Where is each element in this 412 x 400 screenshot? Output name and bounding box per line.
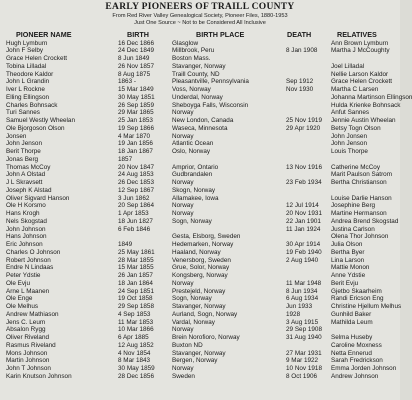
table-row [0,326,400,334]
birth-date-cell: 26 Jan 1857 [118,272,153,279]
birth-place-cell: Grue, Solor, Norway [172,264,230,272]
pioneer-name-cell: Arne L Maanen [6,287,50,295]
birth-date-cell: 4 Mar 1870 [118,132,151,140]
document-title: EARLY PIONEERS OF TRAILL COUNTY [105,2,295,12]
table-row [0,78,400,86]
birth-date-cell: 6 Apr 1885 [118,334,149,341]
birth-date-cell: 8 Aug 1875 [118,70,151,78]
pioneer-name-cell: Peter Ydstie [6,272,41,279]
death-date-cell: 31 Aug 1940 [286,334,322,341]
birth-place-cell: Stavanger, Norway [172,349,226,357]
birth-place-cell: Norway [172,326,194,334]
birth-place-cell: Haaland, Norway [172,248,221,256]
pioneer-name-cell: Jonas Berg [6,155,39,163]
birth-date-cell: 30 May 1859 [118,365,155,372]
birth-date-cell: 25 Jan 1853 [118,117,153,124]
birth-date-cell: 1857 [118,155,133,163]
relatives-cell: Andrew Johnson [331,372,379,380]
table-row [0,86,400,94]
birth-date-cell: 18 Jan 1864 [118,279,153,287]
birth-date-cell: 8 Jun 1849 [118,55,150,62]
table-row [0,226,400,234]
birth-place-cell: Sogn, Norway [172,217,212,225]
relatives-cell: Anne Ydstie [331,272,366,279]
birth-place-cell: Norway [172,132,194,140]
pioneer-name-cell: Thomas McCoy [6,163,51,171]
death-date-cell: 23 Feb 1934 [286,179,322,186]
header-relatives: RELATIVES [337,30,377,39]
birth-place-cell: Stavanger, Norway [172,62,226,70]
birth-place-cell: Oslo, Norway [172,148,211,155]
relatives-cell: Bertha Christianson [331,179,387,186]
relatives-cell: Sarah Fredrickson [331,357,383,365]
pioneer-name-cell: Grace Helen Crockett [6,55,67,62]
relatives-cell: Andrea Brend Skogstad [331,217,399,225]
pioneer-name-cell: Rasmus Riveland [6,341,56,349]
table-row [0,171,400,179]
birth-place-cell: Norway [172,202,194,210]
document-note: Just One Source ~ Not to be Considered All Inclusive [134,19,266,26]
pioneer-name-cell: Jens C. Leum [6,318,46,326]
table-row [0,202,400,210]
birth-date-cell: 1863 - [118,78,136,86]
pioneer-name-cell: Theodore Kaldor [6,70,54,78]
relatives-cell: Jennie Austin Wheelan [331,117,396,124]
death-date-cell: 8 Jun 1934 [286,287,318,295]
table-row [0,179,400,187]
relatives-cell: Martine Hermanson [331,210,387,217]
birth-date-cell: 24 Sep 1851 [118,287,154,295]
pioneer-name-cell: Iver L Rockne [6,86,45,93]
relatives-cell: Louis Thorpe [331,148,368,155]
birth-place-cell: Norway [172,279,194,287]
death-date-cell: 25 Nov 1919 [286,117,322,124]
birth-place-cell: Buxton ND [172,341,203,349]
death-date-cell: 3 Aug 1915 [286,318,319,326]
birth-date-cell: 30 May 1851 [118,93,155,101]
death-date-cell: 30 Apr 1914 [286,241,321,248]
table-row [0,148,400,156]
relatives-cell: Catherine McCoy [331,163,381,171]
relatives-cell: Johanna Martinson Ellingson [331,93,412,101]
death-date-cell: 11 Mar 1948 [286,279,322,287]
relatives-cell: Martha C Larsen [331,86,379,93]
relatives-cell: Ann Brown Lymburn [331,39,389,47]
relatives-cell: Selma Huseby [331,334,373,341]
relatives-cell: Netta Ennerud [331,349,372,357]
death-date-cell: Nov 1930 [286,86,314,93]
relatives-cell: Josephine Berg [331,202,376,210]
pioneer-name-cell: Jonsen [6,132,27,140]
death-date-cell: 29 Apr 1920 [286,124,321,132]
table-row [0,93,412,102]
birth-place-cell: Boston Mass. [172,55,211,62]
birth-date-cell: 4 Sep 1853 [118,310,151,318]
table-row [0,264,400,272]
relatives-cell: Emma Jorden Johnson [331,365,397,372]
table-row [0,117,400,125]
pioneer-name-cell: J L Skravsett [6,179,43,186]
table-row [0,187,400,195]
death-date-cell: 29 Sep 1908 [286,326,322,334]
birth-place-cell: Prestejeld, Norway [172,287,226,295]
birth-date-cell: 16 Dec 1866 [118,39,154,47]
pioneer-name-cell: John F Selby [6,47,44,55]
document-subtitle: From Red River Valley Genealogical Society, Pioneer Files, 1880-1953 [112,13,288,19]
birth-place-cell: Aurland, Sogn, Norway [172,310,238,318]
table-row [0,195,400,203]
pioneer-name-cell: Berit Thorpe [6,148,41,155]
birth-place-cell: Hedemarken, Norway [172,241,234,248]
birth-date-cell: 11 Mar 1853 [118,318,154,326]
relatives-cell: John Jonsen [331,132,367,140]
table-row [0,249,400,257]
birth-date-cell: 1849 [118,241,133,248]
death-date-cell: 8 Oct 1906 [286,372,318,380]
birth-date-cell: 19 Jan 1856 [118,140,153,148]
birth-place-cell: Venersborg, Sweden [172,256,231,264]
table-row [0,133,400,141]
pioneer-table [0,39,412,381]
relatives-cell: John Jenson [331,140,367,148]
relatives-cell: Martha J McCoughty [331,47,390,55]
table-row [0,373,400,381]
pioneer-name-cell: Ole Melhus [6,303,39,310]
birth-place-cell: Skogn, Norway [172,186,216,194]
birth-place-cell: Gesta, Elsborg, Sweden [172,233,241,241]
birth-place-cell: Atlantic Ocean [172,140,214,148]
relatives-cell: Gjetbo Skaarheim [331,287,382,295]
table-row [0,156,400,164]
pioneer-name-cell: Oliver Sigvard Hanson [6,194,70,202]
table-row [0,319,400,327]
relatives-cell: Hulda Krienke Bohnsack [331,101,401,109]
table-row [0,109,400,117]
death-date-cell: 19 Feb 1940 [286,248,322,256]
pioneer-name-cell: Hans Johnson [6,233,47,241]
birth-date-cell: 20 Nov 1847 [118,163,154,171]
birth-date-cell: 26 Nov 1857 [118,62,154,70]
pioneer-name-cell: Robert Johnson [6,256,51,264]
birth-place-cell: Norway [172,179,194,186]
birth-place-cell: Stavanger, Norway [172,303,226,310]
relatives-cell: Lina Larson [331,256,365,264]
header-birth: BIRTH [127,30,149,39]
birth-date-cell: 29 Mar 1865 [118,109,154,117]
relatives-cell: Justina Carlson [331,225,375,233]
pioneer-name-cell: Absalon Rygg [6,326,46,334]
birth-date-cell: 15 Mar 1849 [118,86,154,93]
birth-date-cell: 19 Sep 1866 [118,124,154,132]
birth-date-cell: 24 Aug 1853 [118,171,154,179]
table-row [0,280,400,288]
birth-place-cell: Sweden [172,372,195,380]
table-row [0,125,400,133]
death-date-cell: 2 Aug 1940 [286,256,319,264]
table-row [0,334,400,342]
birth-date-cell: 24 Dec 1849 [118,47,154,55]
pioneer-name-cell: Martin Johnson [6,357,50,365]
table-row [0,350,400,358]
birth-date-cell: 10 Mar 1866 [118,326,154,334]
birth-date-cell: 3 Jun 1862 [118,194,150,202]
relatives-cell: Olena Thor Johnson [331,233,389,241]
birth-date-cell: 28 Dec 1856 [118,372,154,380]
birth-place-cell: Pleasantville, Pennsylvania [172,78,249,86]
table-row [0,140,400,148]
table-row [0,241,400,249]
table-row [0,342,400,350]
relatives-cell: Grace Helen Crockett [331,78,392,86]
relatives-cell: Betsy Togn Olson [331,124,381,132]
pioneer-name-cell: John Jenson [6,140,42,148]
pioneer-name-cell: Samuel Westly Wheelan [6,117,75,124]
birth-place-cell: Underdal, Norway [172,93,223,101]
header-pioneer-name: PIONEER NAME [16,30,72,39]
pioneer-name-cell: Karin Knutson Johnson [6,372,72,380]
pioneer-name-cell: Ole Enge [6,295,33,303]
birth-date-cell: 28 Mar 1855 [118,256,154,264]
table-row [0,295,400,303]
death-date-cell: Sep 1912 [286,78,314,86]
pioneer-name-cell: John A Olstad [6,171,46,179]
pioneer-name-cell: Turi Sannes [6,109,40,117]
table-row [0,71,400,79]
birth-date-cell: 20 Sep 1864 [118,202,154,210]
relatives-cell: Caroline Moxness [331,341,382,349]
death-date-cell: 1928 [286,310,301,318]
birth-date-cell: 1 Apr 1853 [118,210,149,217]
relatives-cell: Mathilda Leum [331,318,373,326]
relatives-cell: Bertha Byer [331,248,365,256]
table-row [0,257,400,265]
relatives-cell: Julia Olson [331,241,363,248]
birth-place-cell: Kongsberg, Norway [172,272,228,279]
table-row [0,210,400,218]
birth-place-cell: Bergen, Norway [172,357,218,365]
death-date-cell: 13 Nov 1916 [286,163,322,171]
birth-place-cell: Norway [172,109,194,117]
table-row [0,63,400,71]
table-row [0,303,400,311]
birth-date-cell: 26 Dec 1853 [118,179,154,186]
table-row [0,233,400,241]
death-date-cell: 27 Mar 1931 [286,349,322,357]
pioneer-name-cell: Eric Johnson [6,241,43,248]
table-row [0,102,400,110]
pioneer-name-cell: Ole Bjorgoson Olson [6,124,65,132]
pioneer-name-cell: Joseph K Alstad [6,186,52,194]
birth-place-cell: New London, Canada [172,117,234,124]
birth-place-cell: Vardal, Norway [172,318,215,326]
birth-date-cell: 26 Sep 1859 [118,101,154,109]
birth-place-cell: Brein Norofioro, Norway [172,334,240,341]
pioneer-name-cell: Ole Evju [6,279,30,287]
death-date-cell: 10 Nov 1918 [286,365,322,372]
header-birth-place: BIRTH PLACE [196,30,245,39]
relatives-cell: Anfut Sannes [331,109,370,117]
relatives-cell: Christine Hjellum Melhus [331,303,402,310]
birth-date-cell: 6 Feb 1846 [118,225,151,233]
table-row [0,357,400,365]
relatives-cell: Nellie Larson Kaldor [331,70,389,78]
birth-date-cell: 19 Oct 1858 [118,295,153,303]
birth-place-cell: Voss, Norway [172,86,211,93]
relatives-cell: Gunhild Baker [331,310,372,318]
header-death: DEATH [287,30,312,39]
birth-place-cell: Norway [172,210,194,217]
pioneer-name-cell: Andrew Mathiason [6,310,59,318]
birth-place-cell: Norway [172,365,194,372]
pioneer-name-cell: John L Grandin [6,78,50,86]
pioneer-name-cell: John Johnson [6,225,46,233]
death-date-cell: 12 Jul 1914 [286,202,319,210]
pioneer-name-cell: Hugh Lymburn [6,39,48,47]
relatives-cell: Marit Paulson Satrom [331,171,392,179]
relatives-cell: Louise Darlie Hanson [331,194,392,202]
table-row [0,47,400,55]
column-headers [0,30,400,39]
death-date-cell: 22 Jan 1901 [286,217,321,225]
birth-place-cell: Amprior, Ontario [172,163,219,171]
birth-place-cell: Allamakee, Iowa [172,194,219,202]
birth-date-cell: 12 Aug 1852 [118,341,154,349]
relatives-cell: Mattie Monon [331,264,370,272]
pioneer-name-cell: Tobina Lilladal [6,62,47,70]
pioneer-name-cell: Nels Skogstad [6,217,47,225]
birth-date-cell: 18 Jun 1827 [118,217,153,225]
table-row [0,365,400,373]
birth-place-cell: Gudbrandalen [172,171,213,179]
death-date-cell: 11 Jan 1924 [286,225,321,233]
table-row [0,164,400,172]
birth-date-cell: 8 Mar 1843 [118,357,151,365]
birth-place-cell: Sheboyga Falls, Wisconsin [172,101,249,109]
birth-place-cell: Millbrook, Peru [172,47,215,55]
pioneer-name-cell: Ole H Korsmo [6,202,46,210]
relatives-cell: Berit Evju [331,279,359,287]
pioneer-name-cell: Elling Ellingson [6,93,50,101]
table-row [0,288,400,296]
birth-place-cell: Traill County, ND [172,70,220,78]
death-date-cell: 6 Aug 1934 [286,295,319,303]
birth-place-cell: Glasglow [172,39,199,47]
pioneer-name-cell: Charles Bohnsack [6,101,58,109]
birth-date-cell: 15 Mar 1855 [118,264,154,272]
table-row [0,40,400,48]
death-date-cell: 8 Jan 1908 [286,47,318,55]
death-date-cell: 20 Nov 1931 [286,210,322,217]
birth-date-cell: 12 Sep 1867 [118,186,154,194]
pioneer-name-cell: Charles O Johnson [6,248,61,256]
pioneer-name-cell: John T Johnson [6,365,51,372]
table-row [0,218,400,226]
birth-date-cell: 29 Sep 1858 [118,303,154,310]
pioneer-name-cell: Mons Johnson [6,349,48,357]
birth-date-cell: 4 Nov 1854 [118,349,151,357]
birth-place-cell: Waseca, Minnesota [172,124,228,132]
relatives-cell: Randi Ericson Eng [331,295,384,303]
birth-date-cell: 18 Jan 1867 [118,148,153,155]
table-row [0,272,400,280]
relatives-cell: Joel Lilladal [331,62,365,70]
birth-date-cell: 25 May 1861 [118,248,155,256]
death-date-cell: 9 Mar 1922 [286,357,319,365]
pioneer-name-cell: Oliver Riveland [6,334,50,341]
table-row [0,55,400,63]
pioneer-name-cell: Hans Krogh [6,210,40,217]
death-date-cell: Jun 1933 [286,303,313,310]
pioneer-name-cell: Endre N Lindaas [6,264,54,272]
table-row [0,311,400,319]
birth-place-cell: Sogn, Norway [172,295,212,303]
